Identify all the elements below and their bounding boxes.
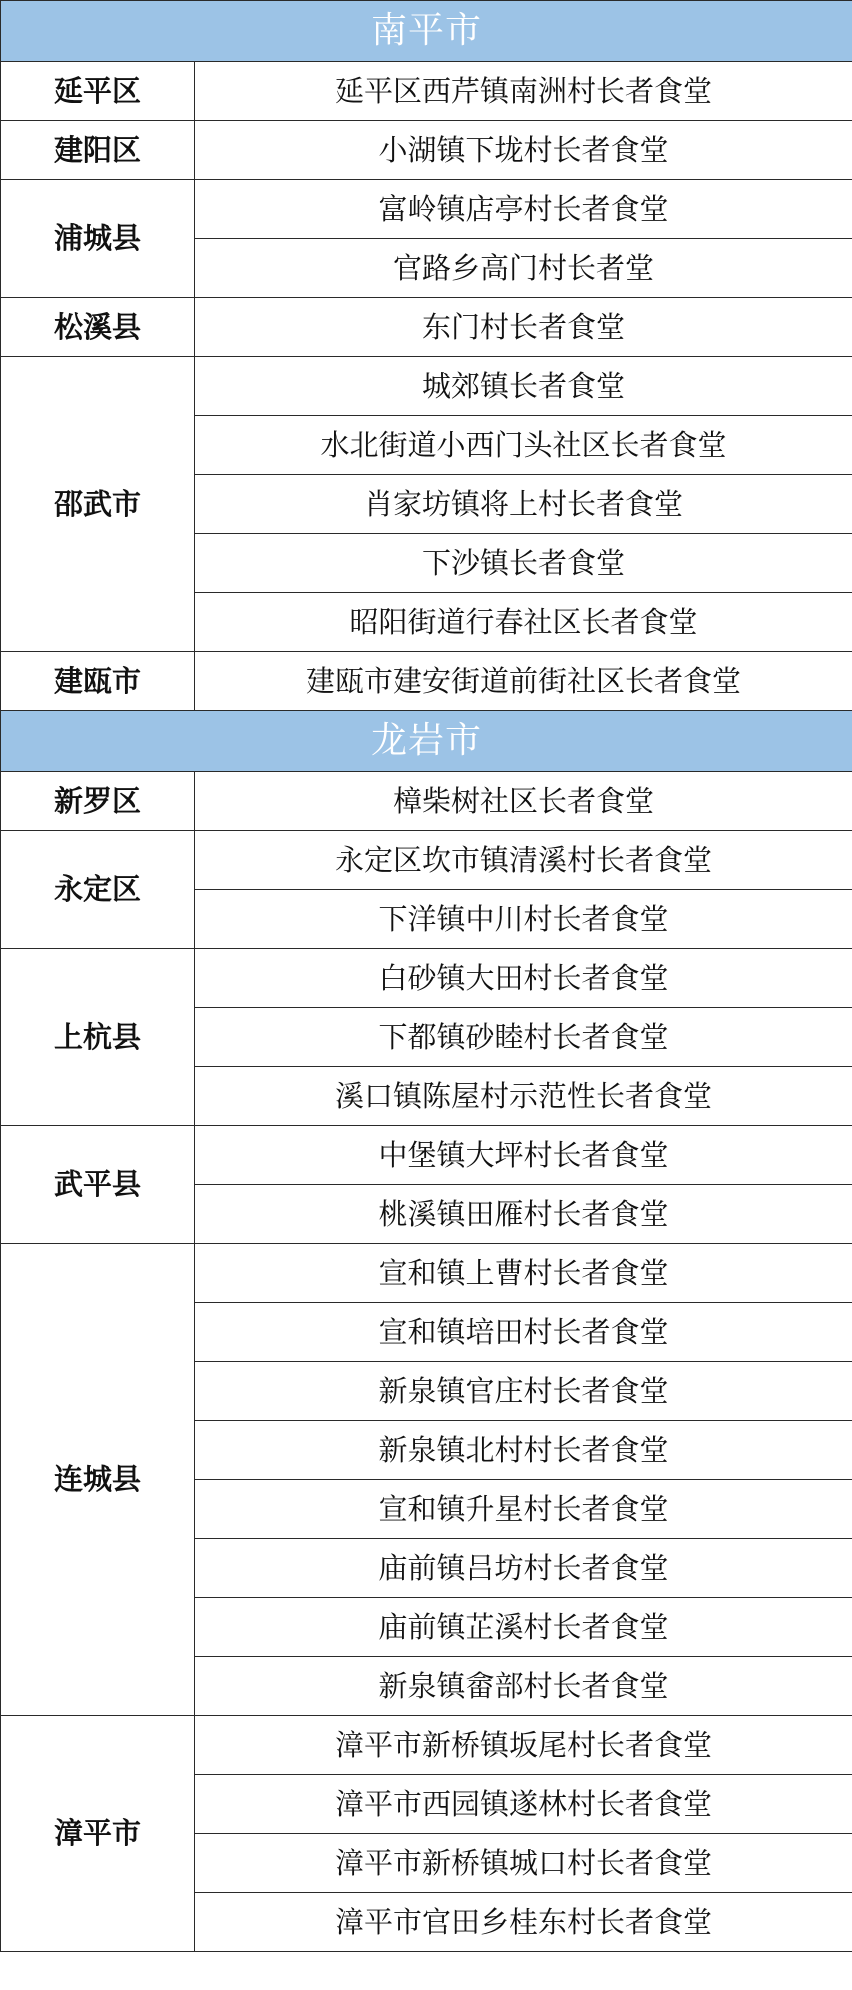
table-row bbox=[1, 121, 852, 180]
table-row bbox=[1, 298, 852, 357]
district-cell: 松溪县 bbox=[1, 298, 195, 357]
canteen-name-cell: 下都镇砂睦村长者食堂 bbox=[195, 1008, 852, 1067]
canteen-name-cell: 东门村长者食堂 bbox=[195, 298, 852, 357]
canteen-name-cell: 富岭镇店亭村长者食堂 bbox=[195, 180, 852, 239]
canteen-name-cell: 漳平市新桥镇城口村长者食堂 bbox=[195, 1834, 852, 1893]
table-row bbox=[1, 831, 852, 890]
canteen-name-cell: 延平区西芹镇南洲村长者食堂 bbox=[195, 62, 852, 121]
table-body bbox=[1, 1, 852, 1952]
district-cell: 连城县 bbox=[1, 1244, 195, 1716]
district-cell: 永定区 bbox=[1, 831, 195, 949]
canteen-name-cell: 庙前镇芷溪村长者食堂 bbox=[195, 1598, 852, 1657]
table-row bbox=[1, 1244, 852, 1303]
district-cell: 上杭县 bbox=[1, 949, 195, 1126]
canteen-name-cell: 新泉镇畲部村长者食堂 bbox=[195, 1657, 852, 1716]
table-row bbox=[1, 1126, 852, 1185]
canteen-name-cell: 漳平市新桥镇坂尾村长者食堂 bbox=[195, 1716, 852, 1775]
city-header: 南平市 bbox=[1, 1, 852, 62]
canteen-name-cell: 宣和镇升星村长者食堂 bbox=[195, 1480, 852, 1539]
canteen-name-cell: 城郊镇长者食堂 bbox=[195, 357, 852, 416]
canteen-name-cell: 新泉镇官庄村长者食堂 bbox=[195, 1362, 852, 1421]
table-row bbox=[1, 652, 852, 711]
district-cell: 建阳区 bbox=[1, 121, 195, 180]
canteen-name-cell: 桃溪镇田雁村长者食堂 bbox=[195, 1185, 852, 1244]
canteen-name-cell: 漳平市官田乡桂东村长者食堂 bbox=[195, 1893, 852, 1952]
district-cell: 建瓯市 bbox=[1, 652, 195, 711]
district-cell: 邵武市 bbox=[1, 357, 195, 652]
district-cell: 新罗区 bbox=[1, 772, 195, 831]
canteen-name-cell: 昭阳街道行春社区长者食堂 bbox=[195, 593, 852, 652]
city-header-row bbox=[1, 1, 852, 62]
table-row bbox=[1, 1716, 852, 1775]
canteen-name-cell: 永定区坎市镇清溪村长者食堂 bbox=[195, 831, 852, 890]
canteen-name-cell: 漳平市西园镇遂林村长者食堂 bbox=[195, 1775, 852, 1834]
city-header: 龙岩市 bbox=[1, 711, 852, 772]
canteen-name-cell: 肖家坊镇将上村长者食堂 bbox=[195, 475, 852, 534]
table-row bbox=[1, 357, 852, 416]
district-cell: 漳平市 bbox=[1, 1716, 195, 1952]
canteen-name-cell: 官路乡高门村长者堂 bbox=[195, 239, 852, 298]
table-row bbox=[1, 949, 852, 1008]
canteen-name-cell: 建瓯市建安街道前街社区长者食堂 bbox=[195, 652, 852, 711]
canteen-name-cell: 白砂镇大田村长者食堂 bbox=[195, 949, 852, 1008]
canteen-name-cell: 小湖镇下垅村长者食堂 bbox=[195, 121, 852, 180]
canteen-name-cell: 溪口镇陈屋村示范性长者食堂 bbox=[195, 1067, 852, 1126]
table-row bbox=[1, 62, 852, 121]
canteen-name-cell: 樟柴树社区长者食堂 bbox=[195, 772, 852, 831]
table-row bbox=[1, 180, 852, 239]
canteen-name-cell: 宣和镇上曹村长者食堂 bbox=[195, 1244, 852, 1303]
canteen-name-cell: 下洋镇中川村长者食堂 bbox=[195, 890, 852, 949]
canteen-name-cell: 新泉镇北村村长者食堂 bbox=[195, 1421, 852, 1480]
district-cell: 浦城县 bbox=[1, 180, 195, 298]
city-header-row bbox=[1, 711, 852, 772]
canteen-name-cell: 下沙镇长者食堂 bbox=[195, 534, 852, 593]
district-cell: 延平区 bbox=[1, 62, 195, 121]
canteen-name-cell: 庙前镇吕坊村长者食堂 bbox=[195, 1539, 852, 1598]
canteen-name-cell: 水北街道小西门头社区长者食堂 bbox=[195, 416, 852, 475]
canteen-name-cell: 宣和镇培田村长者食堂 bbox=[195, 1303, 852, 1362]
canteen-name-cell: 中堡镇大坪村长者食堂 bbox=[195, 1126, 852, 1185]
district-cell: 武平县 bbox=[1, 1126, 195, 1244]
table-row bbox=[1, 772, 852, 831]
